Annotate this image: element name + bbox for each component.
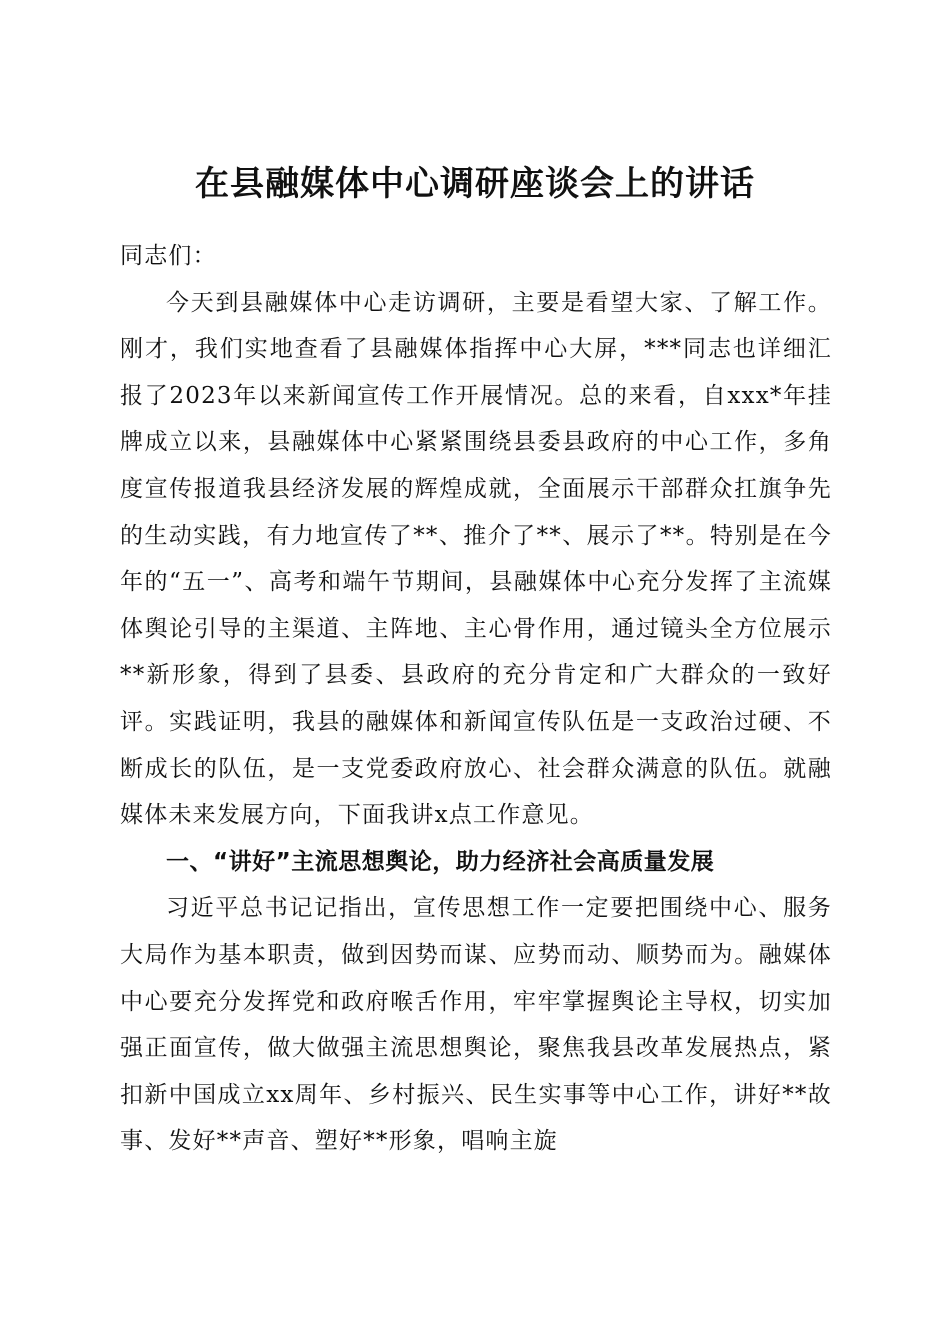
document-title: 在县融媒体中心调研座谈会上的讲话 bbox=[195, 163, 755, 204]
section-heading-1: 一、“讲好”主流思想舆论，助力经济社会高质量发展 bbox=[166, 848, 715, 875]
paragraph-section-1: 习近平总书记记指出，宣传思想工作一定要把围绕中心、服务大局作为基本职责，做到因势而谋、应势而动、顺势而为。融媒体中心要充分发挥党和政府喉舌作用，牢牢掌握舆论主导权，切实加强正面宣传，做大做强主流思想舆论，聚焦我县改革发展热点，紧扣新中国成立xx周年、乡村振兴、民生实事等中心工作，讲好**故事、发好**声音、塑好**形象，唱响主旋 bbox=[120, 895, 832, 1155]
salutation: 同志们： bbox=[120, 243, 217, 269]
paragraph-intro: 今天到县融媒体中心走访调研，主要是看望大家、了解工作。刚才，我们实地查看了县融媒体指挥中心大屏，***同志也详细汇报了2023年以来新闻宣传工作开展情况。总的来看，自xxx*年挂牌成立以来，县融媒体中心紧紧围绕县委县政府的中心工作，多角度宣传报道我县经济发展的辉煌成就，全面展示干部群众扛旗争先的生动实践，有力地宣传了**、推介了**、展示了**。特别是在今年的“五一”、高考和端午节期间，县融媒体中心充分发挥了主流媒体舆论引导的主渠道、主阵地、主心骨作用，通过镜头全方位展示**新形象，得到了县委、县政府的充分肯定和广大群众的一致好评。实践证明，我县的融媒体和新闻宣传队伍是一支政治过硬、不断成长的队伍，是一支党委政府放心、社会群众满意的队伍。就融媒体未来发展方向，下面我讲x点工作意见。 bbox=[120, 289, 832, 829]
document-body bbox=[120, 233, 832, 1165]
